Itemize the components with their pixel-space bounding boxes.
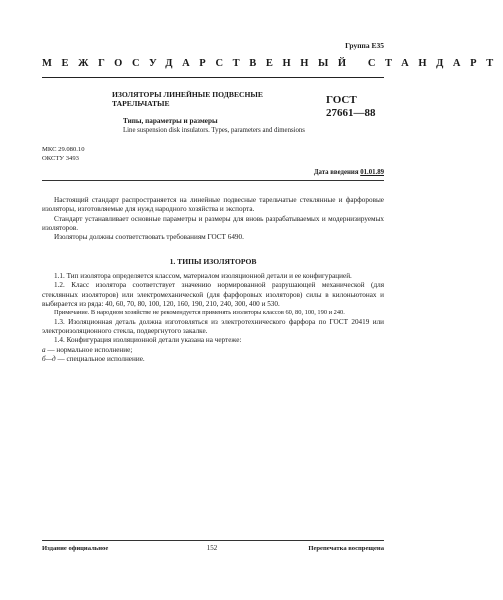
page-number: 152 <box>206 544 218 552</box>
mks-code: МКС 29.080.10 <box>42 146 85 153</box>
section-text <box>42 272 384 365</box>
gost-label: ГОСТ <box>326 94 357 106</box>
item-b-letter: б—д <box>42 355 56 364</box>
clause-note: Примечание. В народном хозяйстве не рекомендуется применять изоляторы классов 60, 80, 100, 190 и 240. <box>54 309 345 317</box>
clause-1-3: 1.3. Изоляционная деталь должна изготовляться из электротехнического фарфора по ГОСТ 20419 или электроизоляционного стекла, подвергнутого закалке. <box>42 317 384 336</box>
okstu-code: ОКСТУ 3493 <box>42 154 79 162</box>
item-a-text: — нормальное исполнение; <box>45 345 133 354</box>
list-item-a <box>42 346 384 355</box>
document-title <box>112 90 302 109</box>
standard-banner: МЕЖГОСУДАРСТВЕННЫЙ СТАНДАРТ <box>42 58 503 69</box>
date-label: Дата введения <box>313 169 359 176</box>
item-b-text: — специальное исполнение. <box>55 355 145 364</box>
classification-codes <box>42 146 85 163</box>
section-heading: 1. ТИПЫ ИЗОЛЯТОРОВ <box>169 257 257 266</box>
footer-rule <box>42 540 384 541</box>
intro-text <box>42 196 384 243</box>
title-line-2: ТАРЕЛЬЧАТЫЕ <box>112 99 170 109</box>
top-rule <box>42 77 384 78</box>
clause-1-2: 1.2. Класс изолятора соответствует значению нормированной разрушающей механической (для стеклянных изоляторов) или электромеханической (для фарфоровых изоляторов) силы в килоньютонах и выбирается из ряда: 40, 60, 70, 80, 100, 120, 160, 190, 210, 240, 300, 400 и 530. <box>42 281 384 309</box>
gost-number: 27661—88 <box>326 106 376 119</box>
clause-1-1: 1.1. Тип изолятора определяется классом, материалом изоляционной детали и ее конфигурацией. <box>54 272 352 280</box>
title-line-1: ИЗОЛЯТОРЫ ЛИНЕЙНЫЕ ПОДВЕСНЫЕ <box>112 90 263 99</box>
intro-paragraph-1: Настоящий стандарт распространяется на линейные подвесные тарельчатые стеклянные и фарфоровые изоляторы, изготовляемые для нужд народного хозяйства и экспорта. <box>42 196 384 214</box>
list-item-b <box>42 355 384 364</box>
date-rule <box>42 180 384 181</box>
gost-designation <box>326 94 376 119</box>
intro-paragraph-2: Стандарт устанавливает основные параметры и размеры для вновь разрабатываемых и модернизируемых изоляторов. <box>42 214 384 233</box>
group-code: Группа Е35 <box>345 41 384 50</box>
date-value: 01.01.89 <box>360 169 384 176</box>
footer-edition: Издание официальное <box>42 545 109 552</box>
english-title: Line suspension disk insulators. Types, parameters and dimensions <box>123 127 305 134</box>
item-a-letter: а <box>42 345 46 354</box>
intro-paragraph-3: Изоляторы должны соответствовать требованиям ГОСТ 6490. <box>54 233 244 242</box>
introduction-date <box>314 169 384 176</box>
clause-1-4: 1.4. Конфигурация изоляционной детали указана на чертеже: <box>54 336 242 345</box>
footer-reprint-notice: Перепечатка воспрещена <box>308 545 384 552</box>
document-subtitle: Типы, параметры и размеры <box>123 117 218 125</box>
